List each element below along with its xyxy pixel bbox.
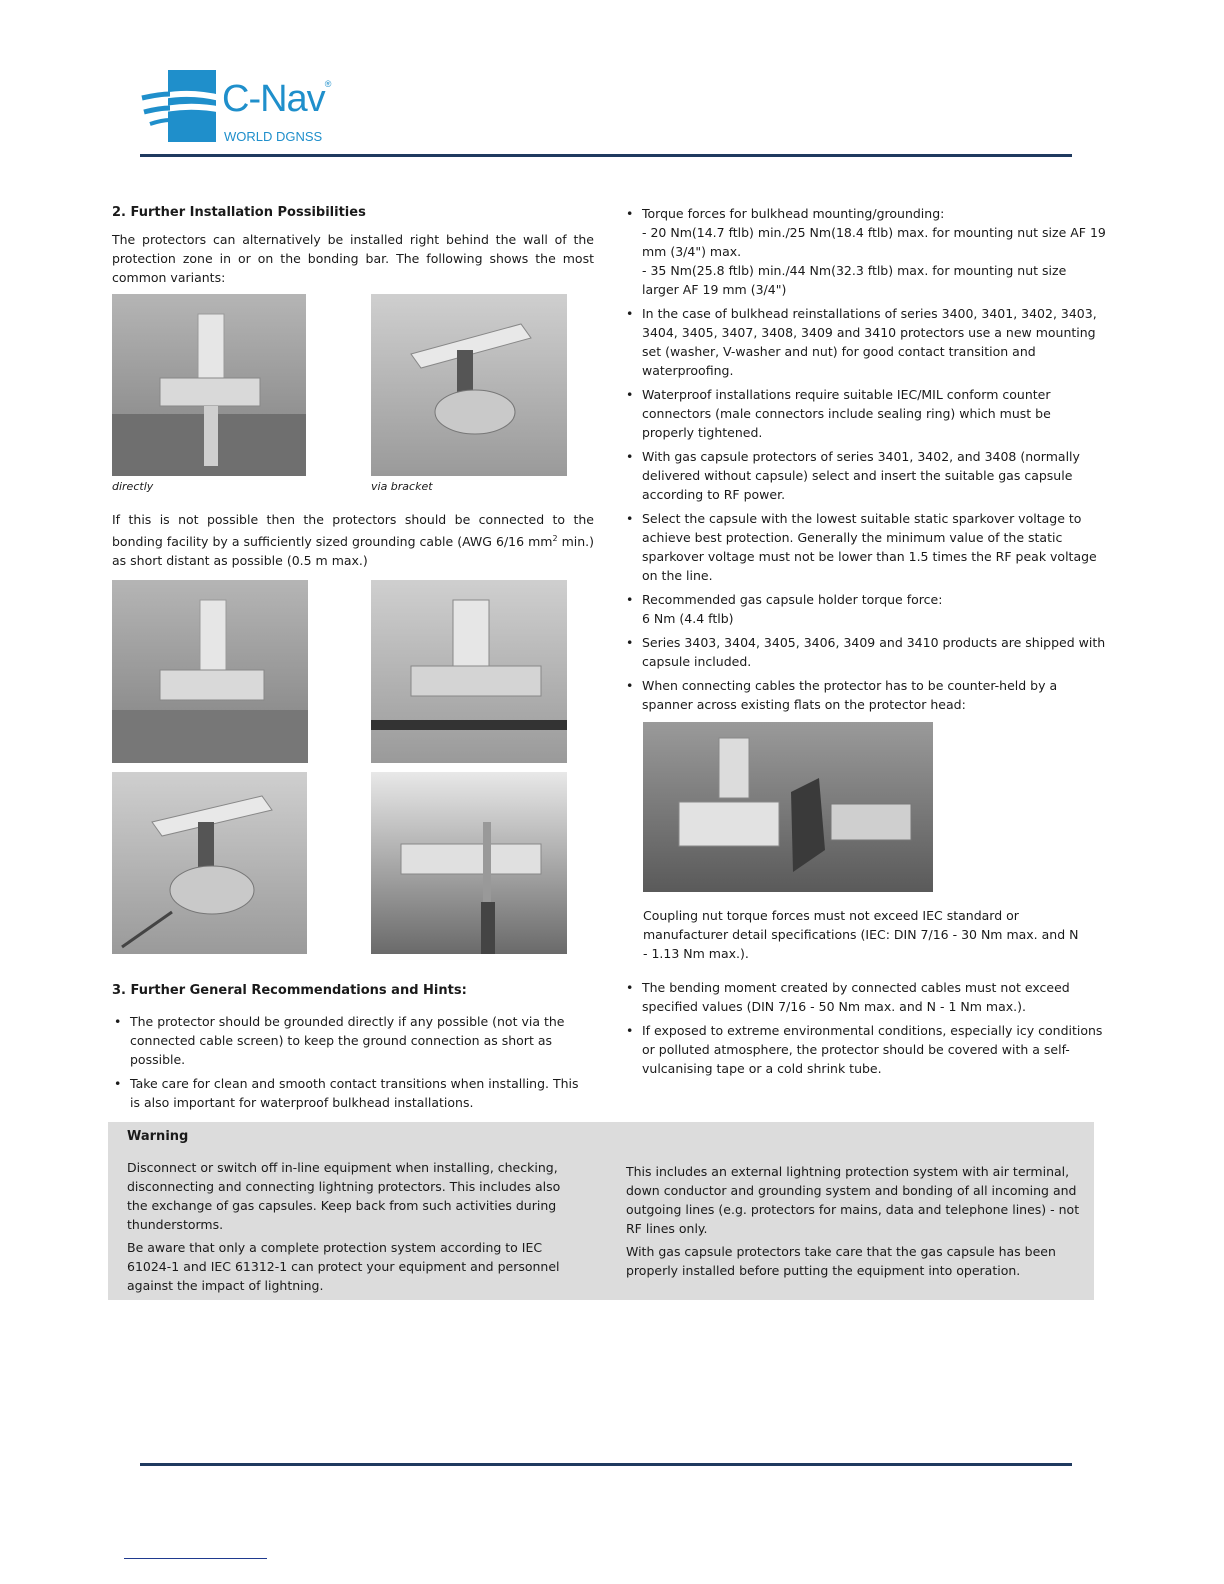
- list-item: • Select the capsule with the lowest suitable static sparkover voltage to achieve best protection. Generally the minimum value of the static sparkover voltage must not be lower than 1.5 times the RF peak voltage on the line.: [624, 509, 1106, 585]
- protector-cable-icon: [371, 580, 567, 763]
- list-item: • Torque forces for bulkhead mounting/grounding: - 20 Nm(14.7 ftlb) min./25 Nm(18.4 ftlb) max. for mounting nut size AF 19 mm (3/4") max. - 35 Nm(25.8 ftlb) min./44 Nm(32.3 ftlb) max. for mounting nut size larger AF 19 mm (3/4"): [624, 204, 1106, 299]
- footer-link-underline: [124, 1558, 267, 1559]
- list-item: • Waterproof installations require suitable IEC/MIL conform counter connectors (male connectors include sealing ring) which must be properly tightened.: [624, 385, 1106, 442]
- list-item: • In the case of bulkhead reinstallations of series 3400, 3401, 3402, 3403, 3404, 3405, 3407, 3408, 3409 and 3410 protectors use a new mounting set (washer, V-washer and nut) for good contact transition and waterproofing.: [624, 304, 1106, 380]
- spanner-connection-icon: [643, 722, 933, 892]
- warning-left-p1: Disconnect or switch off in-line equipment when installing, checking, disconnecting and connecting lightning protectors. This includes also the exchange of gas capsules. Keep back from such activities during thunderstorms.: [127, 1160, 561, 1232]
- header-rule: [140, 154, 1072, 157]
- list-item: • Recommended gas capsule holder torque force: 6 Nm (4.4 ftlb): [624, 590, 1106, 628]
- photo-direct-mount: [112, 294, 306, 476]
- list-item: • If exposed to extreme environmental conditions, especially icy conditions or polluted atmosphere, the protector should be covered with a self-vulcanising tape or a cold shrink tube.: [624, 1021, 1106, 1078]
- caption-via-bracket: via bracket: [371, 480, 433, 493]
- list-item: • The bending moment created by connected cables must not exceed specified values (DIN 7/16 - 50 Nm max. and N - 1 Nm max.).: [624, 978, 1106, 1016]
- list-item: • When connecting cables the protector has to be counter-held by a spanner across existing flats on the protector head:: [624, 676, 1106, 714]
- right-list: [624, 204, 1106, 719]
- brand-name: C-Nav®: [222, 78, 331, 120]
- list-item: • The protector should be grounded directly if any possible (not via the connected cable screen) to keep the ground connection as short as possible.: [112, 1012, 588, 1069]
- list-item: • With gas capsule protectors of series 3401, 3402, and 3408 (normally delivered without capsule) select and insert the suitable gas capsule according to RF power.: [624, 447, 1106, 504]
- section2-intro: The protectors can alternatively be installed right behind the wall of the protection zone in or on the bonding bar. The following shows the most common variants:: [112, 232, 594, 285]
- protector-direct-icon: [112, 294, 306, 476]
- grounding-text: If this is not possible then the protectors should be connected to the bonding facility by a sufficiently sized grounding cable (AWG 6/16 $mm^2$ min.) as short distant as possible (0.5 m max.): [112, 512, 594, 569]
- footer-rule: [140, 1463, 1072, 1466]
- brand-subtitle: WORLD DGNSS: [224, 129, 323, 144]
- list-item: • Take care for clean and smooth contact transitions when installing. This is also important for waterproof bulkhead installations.: [112, 1074, 588, 1112]
- warning-right-p2: With gas capsule protectors take care that the gas capsule has been properly installed before putting the equipment into operation.: [626, 1244, 1056, 1278]
- right-list-2: [624, 978, 1106, 1083]
- protector-bracket-icon: [371, 294, 567, 476]
- warning-title: Warning: [127, 1129, 189, 1144]
- caption-directly: directly: [112, 480, 154, 493]
- protector-bracket-cable-icon: [112, 772, 307, 954]
- section3-title: 3. Further General Recommendations and Hints:: [112, 983, 467, 998]
- warning-left-p2: Be aware that only a complete protection system according to IEC 61024-1 and IEC 61312-1 can protect your equipment and personnel against the impact of lightning.: [127, 1240, 560, 1293]
- photo-grounding-3: [112, 772, 307, 954]
- photo-grounding-1: [112, 580, 308, 763]
- protector-bulkhead-icon: [371, 772, 567, 954]
- photo-spanner: [643, 722, 933, 892]
- section3-list: [112, 1012, 588, 1117]
- photo-grounding-2: [371, 580, 567, 763]
- list-item: • Series 3403, 3404, 3405, 3406, 3409 and 3410 products are shipped with capsule included.: [624, 633, 1106, 671]
- photo-grounding-4: [371, 772, 567, 954]
- warning-right-p1: This includes an external lightning protection system with air terminal, down conductor and grounding system and bonding of all incoming and outgoing lines (e.g. protectors for mains, data and telephone lines) - not RF lines only.: [626, 1164, 1080, 1236]
- coupling-text: Coupling nut torque forces must not exceed IEC standard or manufacturer detail specifications (IEC: DIN 7/16 - 30 Nm max. and N - 1.13 Nm max.).: [643, 908, 1079, 961]
- photo-bracket-mount: [371, 294, 567, 476]
- protector-ground-icon: [112, 580, 308, 763]
- section2-title: 2. Further Installation Possibilities: [112, 205, 366, 220]
